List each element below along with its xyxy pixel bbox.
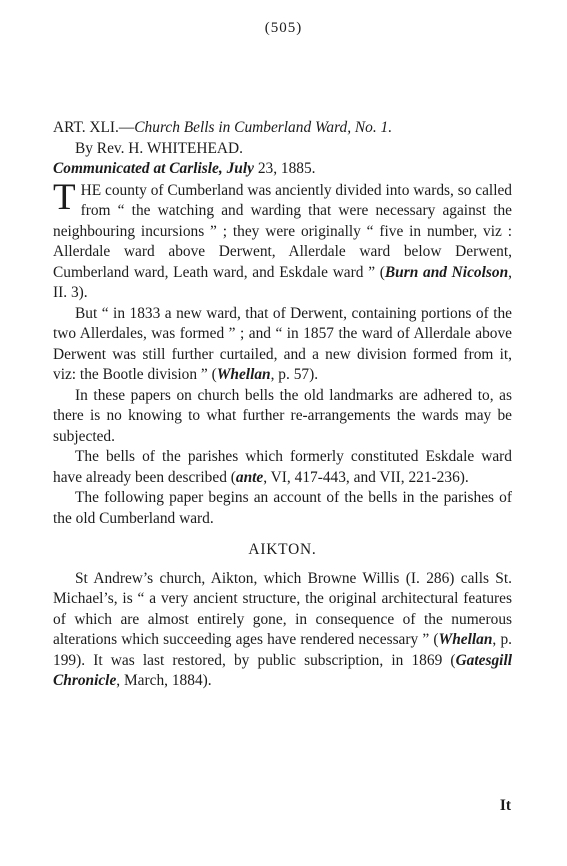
paragraph-4-text: The bells of the parishes which formerly constituted Eskdale ward have already been described ( xyxy=(53,448,512,486)
page-number: (505) xyxy=(264,20,303,36)
communicated-line xyxy=(53,159,512,180)
catchword: It xyxy=(499,797,511,814)
paragraph-1-cite-tail: , II. 3). xyxy=(53,263,512,301)
article-heading xyxy=(53,118,512,139)
paragraph-4-cite: ante xyxy=(235,468,264,486)
article-number: ART. XLI. xyxy=(53,119,119,136)
drop-cap: T xyxy=(53,176,76,218)
aikton-paragraph xyxy=(53,569,512,692)
paragraph-5: The following paper begins an account of the bells in the parishes of the old Cumberland ward. xyxy=(53,489,512,527)
article-byline: By Rev. H. WHITEHEAD. xyxy=(75,139,243,157)
paragraph-2 xyxy=(53,304,512,386)
paragraph-2-cite: Whellan xyxy=(216,366,271,383)
paragraph-2-text: But “ in 1833 a new ward, that of Derwent, containing portions of the two Allerdales, was formed ” ; and “ in 1857 the ward of Allerdale above Derwent was still further curtailed, and a new division formed from it, viz: the Bootle division ” ( xyxy=(53,304,512,383)
paragraph-1-cite: Burn and Nicolson xyxy=(384,263,509,281)
article-title: Church Bells in Cumberland Ward, No. 1. xyxy=(134,119,393,136)
paragraph-3: In these papers on church bells the old landmarks are adhered to, as there is no knowing to what further re-arrangements the wards may be subjected. xyxy=(53,386,512,445)
paragraph-4-cite-tail: , VI, 417-443, and VII, 221-236). xyxy=(263,468,469,486)
article-dash: — xyxy=(118,119,135,136)
aikton-paragraph-text: St Andrew’s church, Aikton, which Browne Willis (I. 286) calls St. Michael’s, is “ a very ancient structure, the original architectural features of which are almost entirely gone, in consequence of the numerous alterations which succeeding ages have rendered necessary ” ( xyxy=(53,569,512,648)
aikton-cite-chronicle: Gatesgill Chronicle xyxy=(53,651,512,689)
article-body xyxy=(53,118,512,692)
section-heading-aikton: AIKTON. xyxy=(248,541,317,558)
aikton-paragraph-text-2: , p. 199). It was last restored, by public subscription, in 1869 ( xyxy=(53,631,512,669)
paragraph-1-text: HE county of Cumberland was anciently divided into wards, so called from “ the watching and warding that were necessary against the neighbouring incursions ” ; they were originally “ five in number, viz : Allerdale ward above Derwent, Allerdale ward below Derwent, Cumberland ward, Leath ward, and Eskdale ward ” ( xyxy=(53,181,512,281)
paragraph-1 xyxy=(53,176,512,304)
communicated-prefix: Communicated at Carlisle, July xyxy=(53,160,254,177)
paragraph-4 xyxy=(53,447,512,488)
communicated-date: 23, 1885. xyxy=(257,160,316,177)
paragraph-2-cite-tail: , p. 57). xyxy=(270,366,319,383)
aikton-cite-whellan: Whellan xyxy=(438,631,493,648)
aikton-cite-tail: , March, 1884). xyxy=(116,672,212,689)
